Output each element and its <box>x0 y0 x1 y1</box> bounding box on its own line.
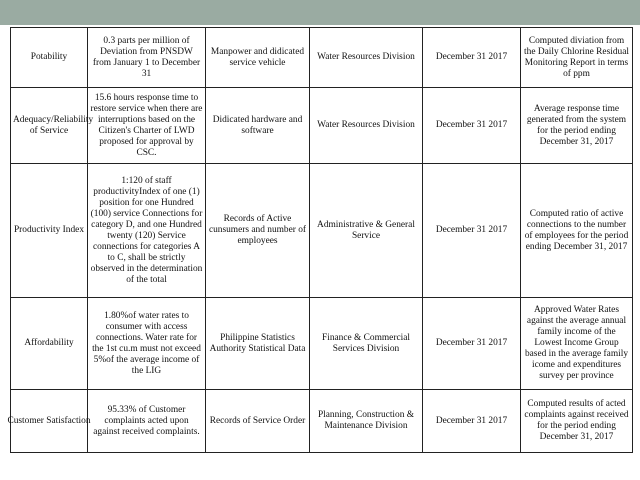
mov-cell: Approved Water Rates against the average annual family income of the Lowest Income Group based in the average family icome and expenditures survey per province <box>521 298 633 390</box>
date-cell: December 31 2017 <box>423 164 521 298</box>
table-row <box>11 28 633 88</box>
resources-cell: Records of Active cunsumers and number of employees <box>206 164 310 298</box>
mov-cell: Average response time generated from the system for the period ending December 31, 2017 <box>521 88 633 164</box>
table-row <box>11 88 633 164</box>
indicator-cell: Affordability <box>11 298 88 390</box>
date-cell: December 31 2017 <box>423 88 521 164</box>
indicator-cell: Customer Satisfaction <box>11 390 88 453</box>
resources-cell: Manpower and didicated service vehicle <box>206 28 310 88</box>
resources-cell: Records of Service Order <box>206 390 310 453</box>
target-cell: 0.3 parts per million of Deviation from PNSDW from January 1 to December 31 <box>88 28 206 88</box>
responsible-cell: Water Resources Division <box>310 88 423 164</box>
target-cell: 1.80%of water rates to consumer with access connections. Water rate for the 1st cu.m must not exceed 5%of the average income of the LIG <box>88 298 206 390</box>
responsible-cell: Administrative & General Service <box>310 164 423 298</box>
target-cell: 15.6 hours response time to restore service when there are interruptions based on the Citizen's Charter of LWD proposed for approval by CSC. <box>88 88 206 164</box>
date-cell: December 31 2017 <box>423 298 521 390</box>
slide-header-bar <box>0 0 640 25</box>
resources-cell: Didicated hardware and software <box>206 88 310 164</box>
date-cell: December 31 2017 <box>423 28 521 88</box>
indicator-cell: Potability <box>11 28 88 88</box>
mov-cell: Computed ratio of active connections to the number of employees for the period ending December 31, 2017 <box>521 164 633 298</box>
target-cell: 95.33% of Customer complaints acted upon against received complaints. <box>88 390 206 453</box>
kpi-table <box>7 27 633 453</box>
target-cell: 1:120 of staff productivityIndex of one (1) position for one Hundred (100) service Connections for category D, and one Hundred twenty (120) Service connections for categories A to C, shall be strictly observed in the determination of the total <box>88 164 206 298</box>
responsible-cell: Water Resources Division <box>310 28 423 88</box>
indicator-cell: Adequacy/Reliability of Service <box>11 88 88 164</box>
table-row <box>11 298 633 390</box>
table-row <box>11 390 633 453</box>
date-cell: December 31 2017 <box>423 390 521 453</box>
mov-cell: Computed results of acted complaints against received for the period ending December 31, 2017 <box>521 390 633 453</box>
mov-cell: Computed diviation from the Daily Chlorine Residual Monitoring Report in terms of ppm <box>521 28 633 88</box>
responsible-cell: Finance & Commercial Services Division <box>310 298 423 390</box>
table-row <box>11 164 633 298</box>
indicator-cell: Productivity Index <box>11 164 88 298</box>
responsible-cell: Planning, Construction & Maintenance Division <box>310 390 423 453</box>
resources-cell: Philippine Statistics Authority Statistical Data <box>206 298 310 390</box>
